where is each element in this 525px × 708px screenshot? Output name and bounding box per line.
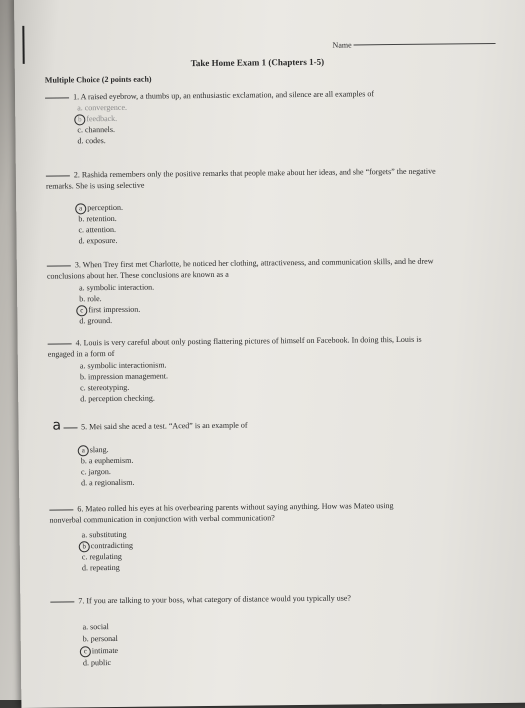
answer-blank: [50, 601, 74, 602]
option: c. attention.: [78, 224, 117, 235]
option: a. substituting: [81, 529, 127, 540]
question-1: [45, 88, 374, 102]
circle-mark: b: [79, 541, 90, 552]
pen-mark: [22, 26, 24, 64]
circle-mark: c: [76, 305, 87, 316]
question-text: 3. When Trey first met Charlotte, he noticed her clothing, attractiveness, and communication skills, and he drew: [74, 256, 434, 270]
question-continuation: nonverbal communication in conjunction with verbal communication?: [49, 513, 275, 525]
answer-blank: [49, 509, 73, 510]
section-heading: Multiple Choice (2 points each): [44, 74, 152, 85]
answer-blank: [45, 97, 69, 98]
name-label: Name: [332, 40, 352, 50]
option: b. retention.: [78, 213, 117, 224]
option: a. symbolic interaction.: [79, 282, 155, 293]
option: d. public: [82, 658, 112, 668]
option-text: perception.: [87, 202, 124, 213]
option: c. channels.: [77, 124, 115, 135]
option: a. convergence.: [77, 102, 128, 113]
option: c. stereotyping.: [80, 382, 130, 393]
option: a. social: [82, 622, 109, 632]
question-3: [47, 256, 434, 271]
option: b. personal: [82, 633, 118, 644]
exam-title: Take Home Exam 1 (Chapters 1-5): [190, 56, 325, 69]
question-text: 6. Mateo rolled his eyes at his overbearing parents without saying anything. How was Mateo using: [77, 501, 394, 514]
question-7: [50, 593, 351, 607]
question-continuation: remarks. She is using selective: [45, 180, 145, 191]
question-text: 2. Rashida remembers only the positive remarks that people make about her ideas, and she “forgets” the negative: [73, 166, 436, 180]
option-text: slang.: [89, 445, 109, 455]
exam-sheet: [14, 0, 525, 708]
option-text: contradicting: [90, 540, 134, 551]
question-5: [52, 419, 247, 433]
name-field: [332, 39, 495, 50]
option: c. regulating: [81, 551, 122, 562]
option: a. symbolic interactionism.: [79, 360, 167, 371]
question-text: 7. If you are talking to your boss, what category of distance would you typically use?: [78, 593, 351, 606]
option: [83, 645, 118, 657]
answer-blank: [48, 343, 72, 344]
question-text: 5. Mei said she aced a test. “Aced” is an example of: [81, 420, 248, 432]
question-text: 4. Louis is very careful about only posting flattering pictures of himself on Facebook. In doing this, Louis is: [75, 334, 422, 348]
option-text: intimate: [91, 645, 119, 656]
handwritten-answer: a: [52, 417, 62, 434]
question-continuation: conclusions about her. These conclusions are known as a: [46, 269, 229, 281]
circle-mark: a: [75, 203, 86, 214]
option: d. a regionalism.: [81, 477, 135, 488]
option: d. ground.: [79, 315, 113, 326]
answer-blank: [63, 427, 77, 428]
option: b. a euphemism.: [80, 455, 134, 466]
question-continuation: engaged in a form of: [47, 348, 115, 359]
name-blank: [354, 43, 496, 45]
option: d. codes.: [77, 136, 106, 146]
question-text: 1. A raised eyebrow, a thumbs up, an enthusiastic exclamation, and silence are all examples of: [73, 89, 375, 102]
option-text: first impression.: [88, 304, 141, 315]
option: c. jargon.: [80, 467, 111, 477]
answer-blank: [47, 265, 71, 266]
circle-mark: c: [80, 646, 91, 657]
option: d. perception checking.: [80, 393, 155, 404]
option: d. repeating: [81, 562, 120, 573]
question-4: [48, 334, 422, 349]
circle-mark: b: [74, 114, 85, 125]
answer-blank: [46, 175, 70, 176]
option: b. role.: [79, 294, 102, 304]
question-2: [46, 166, 436, 181]
circle-mark: a: [78, 445, 89, 456]
option: b. impression management.: [79, 371, 169, 382]
option-text: feedback.: [86, 113, 118, 124]
option: d. exposure.: [78, 235, 118, 246]
